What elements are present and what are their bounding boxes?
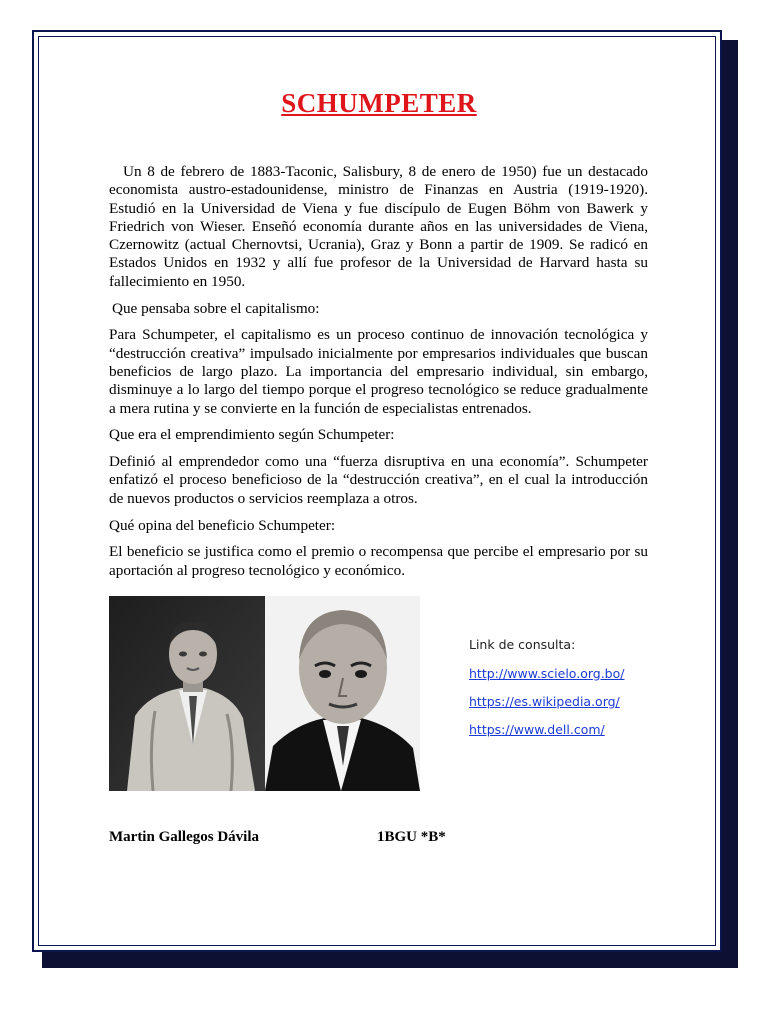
class-group: 1BGU *B* [377, 829, 446, 845]
link-scielo[interactable]: http://www.scielo.org.bo/ [469, 666, 625, 681]
author-name: Martin Gallegos Dávila [109, 829, 259, 845]
answer-profit: El beneficio se justifica como el premio o recompensa que percibe el empresario por su aportación al progreso tecnológico y económico. [109, 543, 648, 579]
portrait-photos [109, 596, 420, 791]
question-entrepreneurship: Que era el emprendimiento según Schumpeter: [109, 426, 395, 444]
link-dell[interactable]: https://www.dell.com/ [469, 722, 605, 737]
answer-entrepreneurship: Definió al emprendedor como una “fuerza disruptiva en una economía”. Schumpeter enfatizó el proceso beneficioso de la “destrucción creativa”, en el cual la introducción de nuevos productos o servicios reemplaza a otros. [109, 453, 648, 507]
answer-capitalism: Para Schumpeter, el capitalismo es un proceso continuo de innovación tecnológica y “destrucción creativa” impulsado inicialmente por empresarios individuales que buscan beneficios de largo plazo. La importancia del empresario individual, sin embargo, disminuye a lo largo del tiempo porque el progreso tecnológico se reduce gradualmente a mera rutina y se convierte en la función de especialistas entrenados. [109, 326, 648, 417]
links-label: Link de consulta: [469, 637, 576, 652]
portrait-photo-closeup [265, 596, 420, 791]
portrait-photo-standing [109, 596, 265, 791]
question-capitalism: Que pensaba sobre el capitalismo: [112, 299, 320, 317]
link-wikipedia[interactable]: https://es.wikipedia.org/ [469, 694, 620, 709]
page-title: SCHUMPETER [281, 88, 477, 118]
paragraph-biography: Un 8 de febrero de 1883-Taconic, Salisbury, 8 de enero de 1950) fue un destacado economista austro-estadounidense, ministro de Finanzas en Austria (1919-1920). Estudió en la Universidad de Viena y fue discípulo de Eugen Böhm von Bawerk y Friedrich von Wieser. Enseñó economía durante años en las universidades de Viena, Czernowitz (actual Chernovtsi, Ucrania), Graz y Bonn a partir de 1909. Se radicó en Estados Unidos en 1932 y allí fue profesor de la Universidad de Harvard hasta su fallecimiento en 1950. [109, 163, 648, 290]
reference-links [469, 637, 624, 750]
question-profit: Qué opina del beneficio Schumpeter: [109, 516, 336, 534]
document-body [109, 163, 648, 588]
